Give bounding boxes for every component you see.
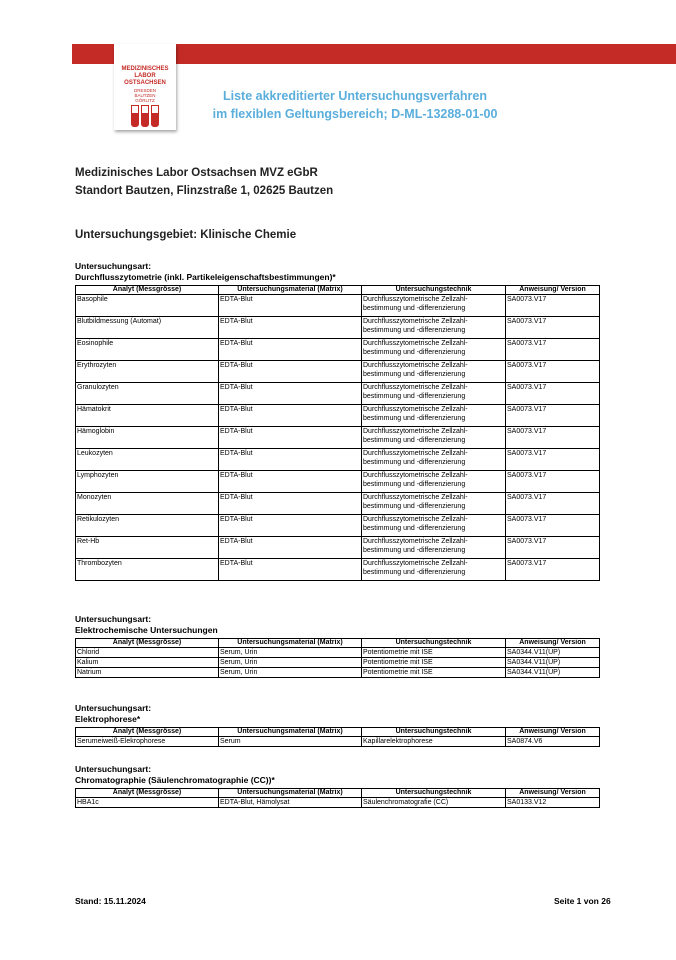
cell-anweisung: SA0073.V17	[506, 317, 600, 339]
cell-technik: Kapillarelektrophorese	[362, 737, 506, 747]
column-header-technik: Untersuchungstechnik	[362, 639, 506, 648]
column-header-analyt: Analyt (Messgrösse)	[76, 639, 219, 648]
column-header-matrix: Untersuchungsmaterial (Matrix)	[219, 728, 362, 737]
table-row	[76, 737, 600, 747]
cell-matrix: EDTA-Blut	[219, 317, 362, 339]
cell-analyt: Erythrozyten	[76, 361, 219, 383]
column-header-anweisung: Anweisung/ Version	[506, 728, 600, 737]
cell-anweisung: SA0874.V6	[506, 737, 600, 747]
table-header-row	[76, 286, 600, 295]
column-header-matrix: Untersuchungsmaterial (Matrix)	[219, 789, 362, 798]
column-header-analyt: Analyt (Messgrösse)	[76, 789, 219, 798]
cell-matrix: EDTA-Blut	[219, 515, 362, 537]
cell-matrix: Serum, Urin	[219, 658, 362, 668]
lab-address: Standort Bautzen, Flinzstraße 1, 02625 Bautzen	[75, 185, 334, 197]
cell-analyt: Serumeiweiß-Elekrophorese	[76, 737, 219, 747]
cell-matrix: EDTA-Blut, Hämolysat	[219, 798, 362, 808]
cell-technik: Durchflusszytometrische Zellzahl-bestimmung und -differenzierung	[362, 383, 506, 405]
results-table	[75, 727, 600, 747]
cell-technik: Durchflusszytometrische Zellzahl-bestimmung und -differenzierung	[362, 427, 506, 449]
cell-analyt: Chlorid	[76, 648, 219, 658]
cell-analyt: Eosinophile	[76, 339, 219, 361]
table-row	[76, 317, 600, 339]
cell-matrix: EDTA-Blut	[219, 559, 362, 581]
test-tubes-icon	[114, 105, 176, 127]
table-row	[76, 405, 600, 427]
logo-line-4: DRESDEN	[133, 88, 156, 93]
cell-technik: Potentiometrie mit ISE	[362, 668, 506, 678]
section-name: Elektrophorese*	[75, 714, 141, 724]
column-header-technik: Untersuchungstechnik	[362, 728, 506, 737]
table-row	[76, 798, 600, 808]
document-title	[190, 87, 520, 123]
cell-analyt: Thrombozyten	[76, 559, 219, 581]
cell-analyt: Granulozyten	[76, 383, 219, 405]
cell-technik: Durchflusszytometrische Zellzahl-bestimmung und -differenzierung	[362, 361, 506, 383]
cell-technik: Potentiometrie mit ISE	[362, 658, 506, 668]
section-elektrophorese	[75, 703, 600, 747]
cell-matrix: EDTA-Blut	[219, 295, 362, 317]
cell-anweisung: SA0133.V12	[506, 798, 600, 808]
lab-name: Medizinisches Labor Ostsachsen MVZ eGbR	[75, 167, 318, 179]
column-header-anweisung: Anweisung/ Version	[506, 789, 600, 798]
footer-date: Stand: 15.11.2024	[75, 896, 146, 906]
cell-matrix: EDTA-Blut	[219, 361, 362, 383]
cell-technik: Durchflusszytometrische Zellzahl-bestimmung und -differenzierung	[362, 493, 506, 515]
table-row	[76, 295, 600, 317]
table-row	[76, 515, 600, 537]
cell-anweisung: SA0073.V17	[506, 515, 600, 537]
cell-technik: Durchflusszytometrische Zellzahl-bestimmung und -differenzierung	[362, 537, 506, 559]
section-name: Elektrochemische Untersuchungen	[75, 625, 218, 635]
table-row	[76, 383, 600, 405]
cell-analyt: Ret-Hb	[76, 537, 219, 559]
logo-line-5: BAUTZEN	[134, 93, 156, 98]
cell-matrix: Serum	[219, 737, 362, 747]
column-header-analyt: Analyt (Messgrösse)	[76, 286, 219, 295]
section-elektrochemisch	[75, 614, 600, 678]
cell-anweisung: SA0344.V11(ÜP)	[506, 648, 600, 658]
cell-technik: Säulenchromatografie (CC)	[362, 798, 506, 808]
cell-analyt: Kalium	[76, 658, 219, 668]
cell-anweisung: SA0073.V17	[506, 383, 600, 405]
cell-anweisung: SA0073.V17	[506, 559, 600, 581]
cell-anweisung: SA0073.V17	[506, 339, 600, 361]
logo-line-6: GÖRLITZ	[135, 98, 155, 103]
cell-anweisung: SA0073.V17	[506, 493, 600, 515]
cell-matrix: EDTA-Blut	[219, 449, 362, 471]
cell-matrix: EDTA-Blut	[219, 537, 362, 559]
table-row	[76, 449, 600, 471]
table-row	[76, 471, 600, 493]
column-header-technik: Untersuchungstechnik	[362, 789, 506, 798]
table-row	[76, 559, 600, 581]
cell-matrix: EDTA-Blut	[219, 493, 362, 515]
column-header-analyt: Analyt (Messgrösse)	[76, 728, 219, 737]
cell-anweisung: SA0344.V11(ÜP)	[506, 658, 600, 668]
cell-anweisung: SA0073.V17	[506, 537, 600, 559]
column-header-anweisung: Anweisung/ Version	[506, 286, 600, 295]
cell-matrix: EDTA-Blut	[219, 427, 362, 449]
cell-technik: Durchflusszytometrische Zellzahl-bestimmung und -differenzierung	[362, 449, 506, 471]
cell-matrix: EDTA-Blut	[219, 383, 362, 405]
section-label: Untersuchungsart:	[75, 261, 152, 271]
table-row	[76, 339, 600, 361]
cell-technik: Potentiometrie mit ISE	[362, 648, 506, 658]
table-row	[76, 658, 600, 668]
cell-analyt: Retikulozyten	[76, 515, 219, 537]
results-table	[75, 788, 600, 808]
table-row	[76, 648, 600, 658]
cell-analyt: Natrium	[76, 668, 219, 678]
section-label: Untersuchungsart:	[75, 703, 152, 713]
cell-matrix: EDTA-Blut	[219, 405, 362, 427]
cell-anweisung: SA0073.V17	[506, 427, 600, 449]
cell-analyt: Lymphozyten	[76, 471, 219, 493]
cell-anweisung: SA0073.V17	[506, 449, 600, 471]
cell-technik: Durchflusszytometrische Zellzahl-bestimmung und -differenzierung	[362, 295, 506, 317]
section-name: Chromatographie (Säulenchromatographie (CC))*	[75, 775, 275, 785]
section-name: Durchflusszytometrie (inkl. Partikeleigenschaftsbestimmungen)*	[75, 272, 336, 282]
cell-technik: Durchflusszytometrische Zellzahl-bestimmung und -differenzierung	[362, 515, 506, 537]
logo-line-3: OSTSACHSEN	[124, 80, 166, 86]
section-durchflusszytometrie	[75, 261, 600, 581]
title-line-2: im flexiblen Geltungsbereich; D-ML-13288-01-00	[212, 107, 498, 121]
cell-analyt: Hämoglobin	[76, 427, 219, 449]
logo-line-2: LABOR	[134, 73, 156, 79]
section-label: Untersuchungsart:	[75, 614, 152, 624]
lab-info	[75, 164, 333, 200]
table-header-row	[76, 639, 600, 648]
cell-matrix: Serum, Urin	[219, 668, 362, 678]
cell-technik: Durchflusszytometrische Zellzahl-bestimmung und -differenzierung	[362, 317, 506, 339]
cell-analyt: Basophile	[76, 295, 219, 317]
cell-technik: Durchflusszytometrische Zellzahl-bestimmung und -differenzierung	[362, 559, 506, 581]
cell-technik: Durchflusszytometrische Zellzahl-bestimmung und -differenzierung	[362, 471, 506, 493]
table-header-row	[76, 728, 600, 737]
table-row	[76, 493, 600, 515]
cell-matrix: Serum, Urin	[219, 648, 362, 658]
column-header-anweisung: Anweisung/ Version	[506, 639, 600, 648]
cell-anweisung: SA0073.V17	[506, 361, 600, 383]
cell-matrix: EDTA-Blut	[219, 471, 362, 493]
section-label: Untersuchungsart:	[75, 764, 152, 774]
column-header-technik: Untersuchungstechnik	[362, 286, 506, 295]
column-header-matrix: Untersuchungsmaterial (Matrix)	[219, 639, 362, 648]
cell-anweisung: SA0073.V17	[506, 295, 600, 317]
cell-analyt: Monozyten	[76, 493, 219, 515]
cell-anweisung: SA0344.V11(ÜP)	[506, 668, 600, 678]
footer-page-number: Seite 1 von 26	[554, 896, 611, 906]
cell-analyt: Leukozyten	[76, 449, 219, 471]
logo	[114, 44, 176, 130]
cell-anweisung: SA0073.V17	[506, 405, 600, 427]
table-row	[76, 361, 600, 383]
table-row	[76, 427, 600, 449]
examination-area: Untersuchungsgebiet: Klinische Chemie	[75, 229, 297, 241]
cell-analyt: Blutbildmessung (Automat)	[76, 317, 219, 339]
column-header-matrix: Untersuchungsmaterial (Matrix)	[219, 286, 362, 295]
logo-line-1: MEDIZINISCHES	[121, 66, 169, 72]
cell-anweisung: SA0073.V17	[506, 471, 600, 493]
table-row	[76, 537, 600, 559]
results-table	[75, 285, 600, 581]
cell-matrix: EDTA-Blut	[219, 339, 362, 361]
table-row	[76, 668, 600, 678]
cell-technik: Durchflusszytometrische Zellzahl-bestimmung und -differenzierung	[362, 405, 506, 427]
cell-analyt: HBA1c	[76, 798, 219, 808]
cell-analyt: Hämatokrit	[76, 405, 219, 427]
table-header-row	[76, 789, 600, 798]
cell-technik: Durchflusszytometrische Zellzahl-bestimmung und -differenzierung	[362, 339, 506, 361]
title-line-1: Liste akkreditierter Untersuchungsverfahren	[223, 89, 487, 103]
section-chromatographie	[75, 764, 600, 808]
results-table	[75, 638, 600, 678]
